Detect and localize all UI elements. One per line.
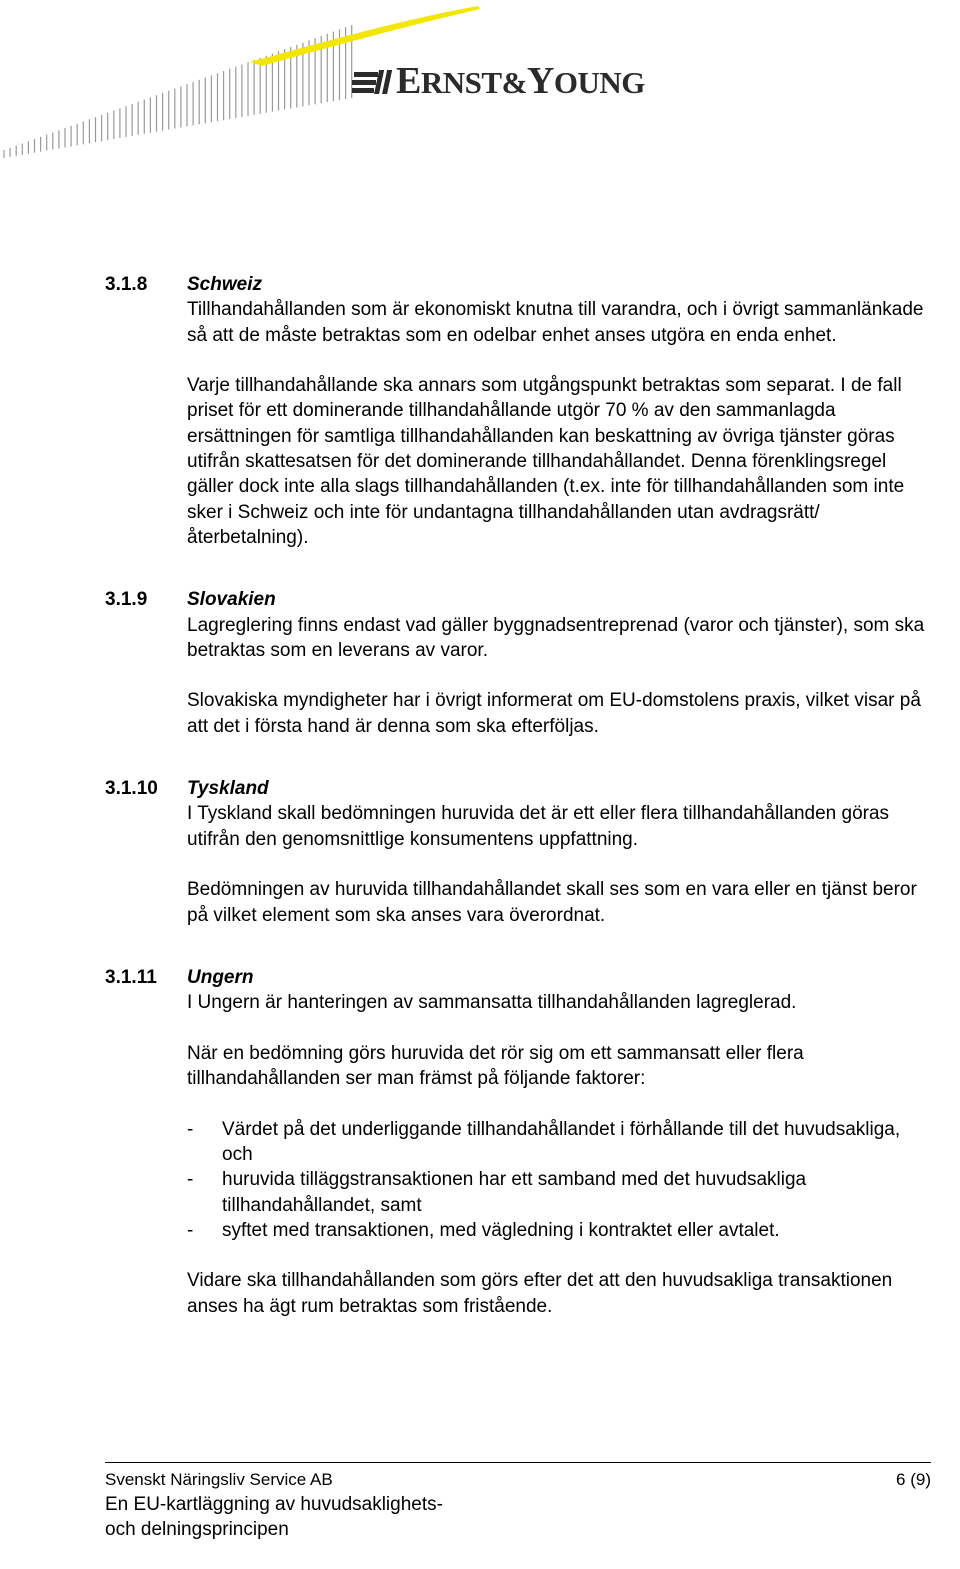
paragraph: När en bedömning görs huruvida det rör sig om ett sammansatt eller flera tillhandahållanden ser man främst på följande faktorer: (187, 1042, 804, 1090)
bullet-marker: - (187, 1118, 194, 1140)
footer-divider (105, 1462, 931, 1463)
section-heading (105, 965, 935, 990)
section-ungern (105, 965, 935, 1319)
section-title: Ungern (187, 966, 254, 988)
paragraph: Slovakiska myndigheter har i övrigt informerat om EU-domstolens praxis, vilket visar på att det i första hand är denna som ska efterföljas. (187, 690, 921, 737)
section-number: 3.1.10 (105, 778, 158, 800)
paragraph: Varje tillhandahållande ska annars som utgångspunkt betraktas som separat. I de fall priset för ett dominerande tillhandahållande utgör 70 % av den sammanlagda ersättningen för samtliga tillhandahållanden kan beskattning av övriga tjänster göras utifrån skattesatsen för det dominerande tillhandahållandet. Denna förenklingsregel gäller dock inte alla slags tillhandahållanden (t.ex. inte för tillhandahållanden som inte sker i Schweiz och inte för undantagna tillhandahållanden utan avdragsrätt/återbetalning). (187, 375, 905, 548)
logo-wordmark: ERNST&YOUNG (396, 60, 645, 102)
yellow-swoosh (250, 6, 480, 66)
paragraph: I Ungern är hanteringen av sammansatta tillhandahållanden lagreglerad. (187, 992, 797, 1014)
section-heading (105, 587, 935, 612)
paragraph: Vidare ska tillhandahållanden som görs efter det att den huvudsakliga transaktionen anses ha ägt rum betraktas som fristående. (187, 1270, 893, 1317)
list-item-text: huruvida tilläggstransaktionen har ett samband med det huvudsakliga tillhandahållandet, samt (222, 1169, 807, 1216)
header-hatch-lines (4, 25, 352, 158)
paragraph: Bedömningen av huruvida tillhandahållandet skall ses som en vara eller en tjänst beror på vilket element som ska anses vara överordnat. (187, 879, 917, 926)
paragraph: Lagreglering finns endast vad gäller byggnadsentreprenad (varor och tjänster), som ska betraktas som en leverans av varor. (187, 614, 925, 661)
section-number: 3.1.11 (105, 966, 157, 988)
footer-company: Svenskt Näringsliv Service AB (105, 1470, 333, 1489)
section-heading (105, 272, 935, 297)
section-title: Slovakien (187, 589, 276, 611)
list-item (187, 1117, 935, 1168)
bullet-marker: - (187, 1219, 194, 1241)
page-number: 6 (9) (896, 1470, 931, 1489)
section-schweiz (105, 272, 935, 550)
section-title: Schweiz (187, 274, 262, 295)
document-body (105, 272, 935, 1356)
footer-document-title-line1: En EU-kartläggning av huvudsaklighets- (105, 1494, 443, 1515)
paragraph: Tillhandahållanden som är ekonomiskt knutna till varandra, och i övrigt sammanlänkade så att de måste betraktas som en odelbar enhet anses utgöra en enda enhet. (187, 299, 924, 346)
logo-bars-icon (352, 66, 392, 98)
paragraph: I Tyskland skall bedömningen huruvida det är ett eller flera tillhandahållanden göras utifrån den genomsnittlige konsumentens uppfattning. (187, 803, 890, 850)
bullet-marker: - (187, 1169, 194, 1191)
footer-document-title-line2: och delningsprincipen (105, 1519, 289, 1540)
factor-list (187, 1117, 935, 1243)
section-slovakien (105, 587, 935, 739)
page-footer (105, 1462, 931, 1542)
list-item (187, 1218, 935, 1243)
section-title: Tyskland (187, 778, 269, 800)
section-tyskland (105, 776, 935, 928)
section-number: 3.1.8 (105, 274, 148, 295)
section-number: 3.1.9 (105, 589, 148, 611)
ernst-young-logo (352, 62, 645, 102)
list-item-text: Värdet på det underliggande tillhandahållandet i förhållande till det huvudsakliga, och (222, 1118, 901, 1165)
list-item-text: syftet med transaktionen, med vägledning i kontraktet eller avtalet. (222, 1219, 780, 1241)
section-heading (105, 776, 935, 801)
list-item (187, 1167, 935, 1218)
